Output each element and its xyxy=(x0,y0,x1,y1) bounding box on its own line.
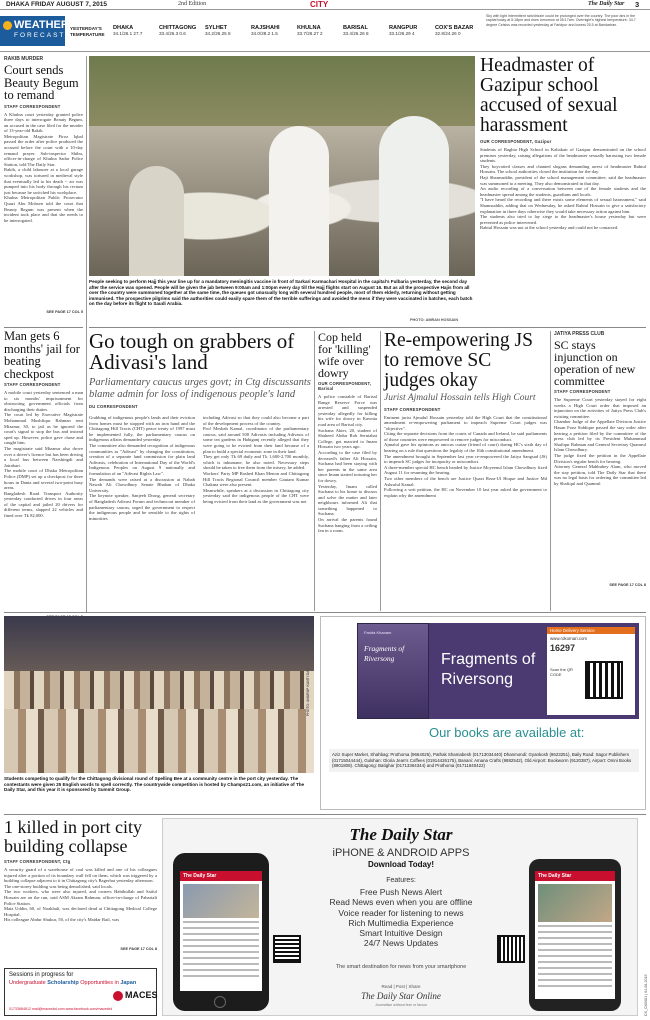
hajj-photo xyxy=(89,56,475,276)
story-man-byline: STAFF CORRESPONDENT xyxy=(4,382,61,387)
story-port-body: A security guard of a warehouse of coal was killed and one of his colleagues injured after a portion of its boundary wall fell on them, which was triggered by a building collapse adjacent to it in Chittagong city's Bagerhat yesterday afternoon. The one-storey building was being demolished, said locals. The two workers, who were also injured, and owners Habibullah and Saiful Hossain are on the run, said ASM Akram Rahman, officer-in-charge of Pahartali Police Station. Maiz Uddin, 60, of Noakhali, was declared dead at Chittagong Medical College Hospital. His colleague Abdur Shukur, 50, of the city's Maidar Rail, was xyxy=(4,867,157,923)
story-adivasi xyxy=(89,331,311,609)
story-rakib-headline: Court sends Beauty Begum to remand xyxy=(4,63,79,102)
qr-code-icon xyxy=(275,937,299,961)
weather-city xyxy=(435,25,479,36)
weather-city xyxy=(389,25,433,36)
weather-cities xyxy=(113,25,483,41)
story-cop-body: A police constable of Barisal Range Reserve Force was arrested and suspended yesterday allegedly for killing his wife for dowry in Kawnia road area of Barisal city. Suchana Akter, 20, student of Shaheed Abdur Rob Serniabat College, got married to Imam Hossain two years ago. According to the case filed by deceased's father Ali Hossain, Suchana had been staying with her parents in the same area since Imam started torturing her for dowry. Yesterday, Imam called Suchana to his home to discuss and solve the matter and later neighbours informed Ali that something happened to Suchana. On arrival the parents found Suchana hanging from a ceiling fan in a room. xyxy=(318,394,377,534)
pilgrim-figure xyxy=(129,166,184,276)
delivery-label: Home Delivery Service xyxy=(547,627,635,634)
weather-city-temps: 33.4/26.3 0.6 xyxy=(159,31,186,36)
qr-code-icon xyxy=(499,937,523,961)
story-js-body: Eminent jurist Ajmalul Hossain yesterday told the High Court that the constitutional amendment re-empowering parliament to impeach Supreme Court judges was "objective". Citing the separate decisions from the courts of Canada and Ireland, he said parliaments of those countries were empowered to remove judges for misconduct. Ajmalul gave his opinions as amicus curiae (friend of court) during HC's sixth day of hearing on a rule that questions the legality of the 16th constitutional amendment. The amendment brought in September last year re-empowered the Jatiya Sangsad (JS) to impeach SC judges for incapacity or misconduct. A three-member special HC bench headed by Justice Moyeenul Islam Chowdhury fixed August 11 for resuming the hearing. Two other members of the bench are Justice Quazi Reza-Ul Hoque and Justice Md Ashraful Kamal. Following a writ petition, the HC on November 10 last year asked the government to explain why the amendment xyxy=(384,414,547,498)
story-man-headline: Man gets 6 months' jail for beating checkpost xyxy=(4,329,80,381)
story-sc-byline: STAFF CORRESPONDENT xyxy=(554,389,611,394)
ad-app-footer-brand: The Daily Star Online xyxy=(361,991,441,1001)
weather-city-name: RAJSHAHI xyxy=(251,25,280,31)
story-headmaster-byline: OUR CORRESPONDENT, Gazipur xyxy=(480,139,552,144)
weather-city-name: RANGPUR xyxy=(389,25,418,31)
phone-screen xyxy=(180,871,262,991)
weather-city-name: BARISAL xyxy=(343,25,368,31)
ad-app-brand: The Daily Star xyxy=(349,825,453,844)
story-adivasi-headline: Go tough on grabbers of Adivasi's land xyxy=(89,329,295,374)
delivery-site[interactable]: www.rokomari.com xyxy=(550,636,588,641)
qr-code-icon xyxy=(587,663,621,697)
story-js-headline: Re-empowering JS to remove SC judges okay xyxy=(384,330,533,391)
phone-screen-brand: The Daily Star xyxy=(535,871,615,881)
story-headmaster-body: Students of Baghia High School in Kaliakair of Gazipur demonstrated on the school premises yesterday, raising allegations of the headmaster sexually harassing two female students. They boycotted classes and chanted slogans demanding arrest of headmaster Rabiul Hossain. The school authorities closed the institution for the day. Haji Shamsuddin, president of the school management committee, said the headmaster was summoned to a meeting. They also demonstrated in that day. An audio recording of a conversation between one of the female students and the headmaster spread among the students, guardians and locals. "I have heard the recording and there exists some elements of sexual harassment," said Shamsuddin, adding that on Wednesday, he asked Rabiul Hossain to give a satisfactory explanation in three days otherwise they would take necessary action against him. The students also tried to lay siege to the headmaster's house yesterday but were prevented as police intervened. Rabiul Hossain was not at the school yesterday and could not be contacted. xyxy=(480,147,646,231)
weather-city-temps: 32.8/24.26 0 xyxy=(435,31,461,36)
story-port-byline: STAFF CORRESPONDENT, Ctg xyxy=(4,859,71,864)
ad-book xyxy=(320,616,646,810)
story-adivasi-col1: Grabbing of indigenous people's lands and their eviction from homes must be stopped with an iron hand and the Chittagong Hill Tracts (CHT) peace treaty of 1997 must be implemented fully, the parliamentary caucus on indigenous affairs demanded yesterday. The committee also demanded recognition of indigenous communities as "Adivasi" by changing the constitution, creation of a separate land commission for plain land Adivasis, celebration of International Day of the World's Indigenous Peoples on August 9 nationally and formulation of an "Adivasi Rights Law". The demands were raised at a discussion at Nabab Nawab Ali Chowdhury Senate Bhaban of Dhaka University. The keynote speaker, Sanjeeb Drong, general secretary of Bangladesh Adivasi Forum and technocrat member of parliamentary caucus, urged the government to respect the indigenous people and be sensible to the rights of minorities xyxy=(89,415,195,521)
divider xyxy=(86,56,87,612)
sun-icon xyxy=(3,21,12,30)
story-cop-headline: Cop held for 'killing' wife over dowry xyxy=(318,330,371,380)
feature-item: Read News even when you are offline xyxy=(329,897,473,908)
story-js xyxy=(384,331,547,609)
weather-city-name: COX'S BAZAR xyxy=(435,25,474,31)
masthead-edition: 2nd Edition xyxy=(178,1,207,7)
maces-logo-icon xyxy=(113,991,123,1001)
story-cop-byline: OUR CORRESPONDENT, Barisal xyxy=(318,381,372,391)
weather-city-temps: 33.1/26.29 4 xyxy=(389,31,415,36)
ad-app-footer-sub: Journalism without fear or favour xyxy=(374,1003,428,1007)
phone-screen-lines xyxy=(538,925,612,989)
maces-undergraduate: Undergraduate xyxy=(9,980,46,986)
maces-opportunities: Opportunities in xyxy=(80,980,119,986)
feature-item: Smart Intuitive Design xyxy=(359,928,443,939)
masthead-paper: The Daily Star xyxy=(588,1,625,7)
feature-item: Voice reader for listening to news xyxy=(338,907,464,918)
weather-city-name: KHULNA xyxy=(297,25,321,31)
phone-screen-image xyxy=(538,884,612,922)
story-rakib xyxy=(4,56,83,324)
weather-city-name: SYLHET xyxy=(205,25,228,31)
story-man-body: A mobile court yesterday sentenced a man to six months' imprisonment for obstructing government officials from discharging their duties. The court led by Executive Magistrate Mohammad Mushfiqur Rahman sent Mizanur, 30, to jail as he ignored the court's signal to stop the bus and instead sped up. However, police gave chase and caught him. The magistrate said Mizanur also drove over a driver's licence but has been driving a local bus between Narshingdi and Jatrabari. The mobile court of Dhaka Metropolitan Police (DMP) set up a checkpost for three hours in Dania and several two-point busy areas. Bangladesh Road Transport Authority yesterday conducted drives in four areas of the capital and jailed 20 drivers for different terms, slapped 22 vehicles and fined over Tk 82,000. xyxy=(4,390,83,519)
weather-note: Sky with light intermittent rain/drizzle could be prolonged over the country. The poor airs in the capital today at 5:18pm and rises tomorrow at 05:17am. Overnight's highest temperature: 34.7 degree Celsius was recorded yesterday at Faridpur and lowest 25.5 at Bandarban. xyxy=(486,14,636,27)
pilgrim-figure xyxy=(269,126,329,276)
ad-maces xyxy=(4,968,157,1016)
phone-screen-image xyxy=(183,884,259,918)
story-sc-body: The Supreme Court yesterday stayed for eight weeks a High Court order that imposed an injunction on the activities of Jatiya Press Club's existing committee. Chamber Judge of the Appellate Division Justice Hasan Foez Siddique passed the stay order after hearing a petition filed by the committee of the press club led by its President Muhammad Shafiqur Rahman and General Secretary Quamrul Islam Chowdhury. The judge fixed the petition in the Appellate Division's regular bench for hearing. Attorney General Mahbubey Alam, who moved the stay petition, told The Daily Star that there was no legal basis for ordering the committee led by Shafiqul and Quamrul xyxy=(554,397,646,486)
hajj-credit: PHOTO: AMRAN HOSSAIN xyxy=(410,318,459,322)
story-port-cont: SEE PAGE 17 COL 8 xyxy=(120,947,157,951)
weather-city xyxy=(251,25,295,36)
story-rakib-kicker: RAKIB MURDER xyxy=(4,56,44,62)
story-headmaster-headline: Headmaster of Gazipur school accused of sexual harassment xyxy=(480,55,618,136)
students-row xyxy=(4,671,314,709)
weather-city-temps: 33.7/26.27 2 xyxy=(297,31,323,36)
divider xyxy=(4,612,646,613)
weather-city-temps: 33.4/26.26 8 xyxy=(343,31,369,36)
spelling-credit: PHOTO: ANURUP KANTI DAS xyxy=(306,668,310,716)
feature-item: Rich Multimedia Experience xyxy=(348,917,454,928)
weather-brand xyxy=(0,16,69,46)
story-port-headline: 1 killed in port city building collapse xyxy=(4,817,142,856)
weather-brand-bottom: FORECAST xyxy=(14,32,66,39)
ad-app-title: iPHONE & ANDROID APPS xyxy=(332,847,470,859)
story-sc-kicker: JATIYA PRESS CLUB xyxy=(554,331,605,337)
phone-screen xyxy=(535,871,615,999)
weather-strip xyxy=(0,12,650,52)
story-js-subhead: Jurist Ajmalul Hossain tells High Court xyxy=(384,393,536,403)
phone-screen-brand: The Daily Star xyxy=(180,871,262,881)
story-adivasi-col2: including Adivasi so that they could also become a part of the development process of the country. Prof Mesbah Kamal, coordinator of the parliamentary caucus, said around 500 Adivasis including Adivasis of some tea gardens in Habiganj recently alleged that they were going to be evicted from their land because of a plan to build a special economic zone in their land. They get only Tk 69 daily and Tk 1,600-2,700 monthly, which is inhumane, he also noted. Necessary steps should be taken to free them from the misery, he added. Workers' Party MP Rashed Khan Menon and Chittagong Hill Tracts Regional Council member Gautam Kumar Chakma were also present. Meanwhile, speakers at a discussion in Chittagong city yesterday said the indigenous people of the CHT were being evicted from their land as the government was not xyxy=(203,415,309,504)
book-title-1: Fragments of xyxy=(441,651,536,668)
divider xyxy=(4,814,646,815)
weather-city xyxy=(343,25,387,36)
book-banner xyxy=(429,623,639,719)
story-cop xyxy=(318,331,377,609)
weather-city-temps: 34.2/26.25 8 xyxy=(205,31,231,36)
book-cover xyxy=(357,623,429,719)
story-sc xyxy=(554,331,646,609)
story-js-byline: STAFF CORRESPONDENT xyxy=(384,406,441,412)
feature-item: 24/7 News Updates xyxy=(363,938,439,949)
book-title-2: Riversong xyxy=(441,671,514,688)
divider xyxy=(380,331,381,611)
book-cover-title-2: Riversong xyxy=(364,654,395,663)
maces-scholarship: Scholarship xyxy=(47,980,79,986)
maces-brand: MACES xyxy=(125,990,158,1000)
story-rakib-byline: STAFF CORRESPONDENT xyxy=(4,103,61,109)
home-button-icon xyxy=(214,996,226,1008)
story-rakib-cont: SEE PAGE 17 COL 5 xyxy=(46,309,83,314)
weather-city xyxy=(159,25,203,36)
ad-app-tagline: The smart destination for news from your smartphone xyxy=(335,964,467,970)
pilgrim-figure xyxy=(379,116,449,276)
story-sc-cont: SEE PAGE 17 COL 8 xyxy=(609,583,646,587)
masthead-dateline: DHAKA FRIDAY AUGUST 7, 2015 xyxy=(6,1,108,8)
divider xyxy=(4,327,83,328)
weather-city-name: CHITTAGONG xyxy=(159,25,197,31)
book-author: Farida Khanam xyxy=(364,630,392,635)
story-man xyxy=(4,330,83,610)
weather-city xyxy=(113,25,157,36)
delivery-box xyxy=(547,627,635,715)
spelling-photo xyxy=(4,616,314,773)
weather-city xyxy=(205,25,249,36)
divider xyxy=(550,331,551,611)
story-sc-headline: SC stays injunction on operation of new committee xyxy=(554,338,636,388)
story-rakib-body: A Khulna court yesterday granted police three days to interrogate Beauty Begum, an accused in the case filed for the murder of 13-year-old Rakib. Metropolitan Magistrate Firoz Iqbal passed the order after police produced the accused before the court with a 10-day remand prayer. Sub-inspector Shibu, officer-in-charge of Khulna Sadar Police Station, told The Daily Star. Rakib, a child labourer at a local garage workshop, was tortured in medieval style that eventually led to his death -- air was pumped into his body through his rectum just because he switched his workplace. Khulna Metropolitan Public Prosecutor Quazi Abu Mohsen told the court that Beauty Begum was present when the incident took place and that she needs to be interrogated. xyxy=(4,111,83,223)
book-available: Our books are available at: xyxy=(429,725,585,740)
phone-screen-lines xyxy=(183,921,259,981)
divider xyxy=(89,327,646,328)
story-port xyxy=(4,818,157,968)
android-device xyxy=(529,859,621,1011)
maces-japan: Japan xyxy=(120,980,137,986)
ad-app-features xyxy=(303,887,499,949)
weather-intro: YESTERDAY'S TEMPERATURE xyxy=(70,26,105,37)
story-adivasi-byline: DU CORRESPONDENT xyxy=(89,404,138,409)
weather-brand-top: WEATHER xyxy=(14,19,69,31)
ad-app-features-title: Features: xyxy=(386,877,416,884)
scan-label: Scan the QR CODE xyxy=(550,667,573,677)
maces-line1: Sessions in progress for xyxy=(9,972,74,978)
weather-city-name: DHAKA xyxy=(113,25,134,31)
ad-app-footer-small: Read | Post | Share xyxy=(381,984,421,989)
weather-city xyxy=(297,25,341,36)
feature-item: Free Push News Alert xyxy=(359,887,443,897)
ad-app-side-code: DS_CN0081 | 04-08-2015 xyxy=(644,974,648,1016)
weather-city-temps: 34.0/28.2 1.5 xyxy=(251,31,278,36)
story-adivasi-subhead: Parliamentary caucus urges govt; in Ctg discussants blame admin for loss of indigenous people's land xyxy=(89,377,311,400)
masthead-section: CITY xyxy=(310,0,329,9)
book-cover-title-1: Fragments of xyxy=(364,644,405,653)
masthead-page: 3 xyxy=(635,0,640,9)
masthead xyxy=(0,0,650,10)
spelling-caption: Students competing to qualify for the Chittagong divisional round of Spelling Bee at a community centre in the port city yesterday. The contestants were given 25 English words to spell correctly. The countrywide competition is hosted by Champs21.com, an initiative of The Daily Star, and this year it is sponsored by Summit Group. xyxy=(4,776,305,793)
delivery-phone: 16297 xyxy=(550,643,576,653)
story-headmaster xyxy=(480,56,646,324)
hajj-caption: People seeking to perform Hajj this year line up for a mandatory meningitis vaccine in front of Sarkari Karmachari Hospital in the capital's Fulbaria yesterday, the second day after the service was opened. People will be given the jab between 9:00am and 1:00pm every day till the Hajj flights start on August 16. But as all the prospective Hajis from all over the country were summoned together at the same time, the queues got unusually long with several hundred people, most of them elderly, returning without getting immunised. The prospective pilgrims said the authorities could easily spare them of the terrible sufferings and avoided the mess if they were vaccinated in batches, each batch on the day before its flight to Saudi Arabia. xyxy=(89,279,473,307)
iphone-device xyxy=(173,853,269,1011)
ad-app xyxy=(162,818,638,1016)
weather-city-temps: 34.1/26.1 27.7 xyxy=(113,31,143,36)
students-row xyxy=(4,706,314,773)
ad-app-download[interactable]: Download Today! xyxy=(367,860,435,869)
book-outlets: Aziz Super Market, Shahbag: Prothoma (9664025), Pathak Shamabesh (01713034440) Dhanmondi: Gyankosh (9623251), Baily Road: Sagor Publishers (01715044444), Gulshan: Gloria Jean's Coffees (01914426175), Banani: Amana Crafts (9882542), Old Airport: Bookworm (9120387), Airport: Omni Books (8901808). Chittagong: Batighar (01713364344) and Prothoma (01711840422) xyxy=(329,749,639,772)
maces-contacts: 01733684612 mail@macesbd.com www.facebook.com/macesbd xyxy=(9,1007,113,1011)
divider xyxy=(314,331,315,611)
maces-line2 xyxy=(9,980,136,986)
